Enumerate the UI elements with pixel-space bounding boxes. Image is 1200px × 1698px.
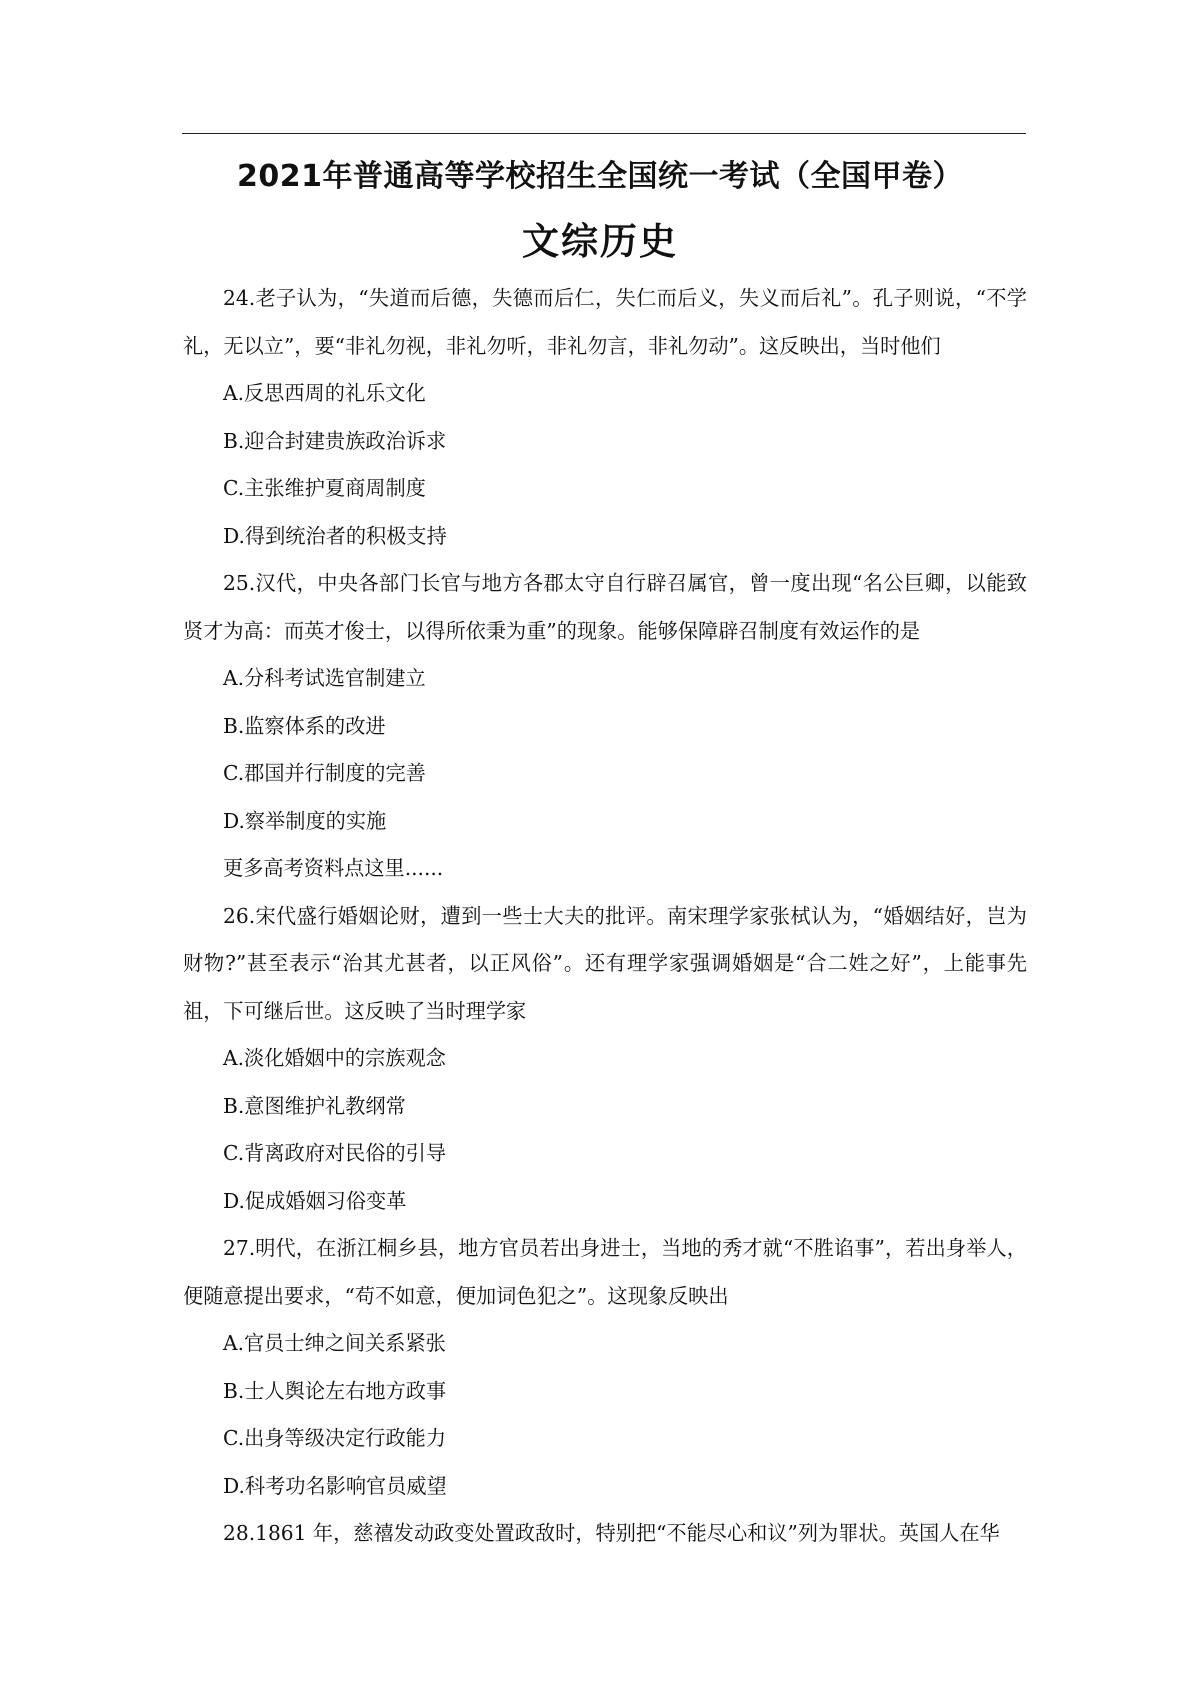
header-rule bbox=[182, 133, 1026, 134]
question-24-stem: 24.老子认为，“失道而后德，失德而后仁，失仁而后义，失义而后礼”。孔子则说，“不学礼，无以立”，要“非礼勿视，非礼勿听，非礼勿言，非礼勿动”。这反映出，当时他们 bbox=[183, 286, 1027, 358]
question-body bbox=[183, 275, 1027, 1558]
question-26-option-a: A.淡化婚姻中的宗族观念 bbox=[223, 1046, 446, 1070]
question-24-option-b: B.迎合封建贵族政治诉求 bbox=[223, 428, 447, 453]
question-25-option-d: D.察举制度的实施 bbox=[223, 808, 387, 833]
question-24-option-d: D.得到统治者的积极支持 bbox=[223, 523, 447, 548]
question-26-option-c: C.背离政府对民俗的引导 bbox=[223, 1141, 447, 1165]
question-27-option-b: B.士人舆论左右地方政事 bbox=[223, 1378, 447, 1403]
subject-title: 文综历史 bbox=[522, 219, 678, 263]
question-27-option-a: A.官员士绅之间关系紧张 bbox=[223, 1331, 446, 1355]
question-25-option-b: B.监察体系的改进 bbox=[223, 713, 386, 738]
question-27-option-d: D.科考功名影响官员威望 bbox=[223, 1473, 447, 1498]
question-25-stem: 25.汉代，中央各部门长官与地方各郡太守自行辟召属官，曾一度出现“名公巨卿，以能致贤才为高：而英才俊士，以得所依秉为重”的现象。能够保障辟召制度有效运作的是 bbox=[183, 571, 1027, 643]
question-25-option-a: A.分科考试选官制建立 bbox=[223, 666, 426, 690]
question-27-stem: 27.明代，在浙江桐乡县，地方官员若出身进士，当地的秀才就“不胜谄事”，若出身举人，便随意提出要求，“苟不如意，便加词色犯之”。这现象反映出 bbox=[183, 1236, 1027, 1308]
question-24-option-c: C.主张维护夏商周制度 bbox=[223, 476, 426, 500]
question-26-stem: 26.宋代盛行婚姻论财，遭到一些士大夫的批评。南宋理学家张栻认为，“婚姻结好，岂为财物?”甚至表示“治其尤甚者，以正风俗”。还有理学家强调婚姻是“合二姓之好”，上能事先祖，下可继后世。这反映了当时理学家 bbox=[183, 903, 1027, 1023]
question-26-option-b: B.意图维护礼教纲常 bbox=[223, 1093, 406, 1118]
question-26-option-d: D.促成婚姻习俗变革 bbox=[223, 1188, 407, 1213]
question-28-stem: 28.1861 年，慈禧发动政变处置政敌时，特别把“不能尽心和议”列为罪状。英国人在华 bbox=[223, 1521, 1000, 1545]
question-24-option-a: A.反思西周的礼乐文化 bbox=[223, 381, 426, 405]
question-27-option-c: C.出身等级决定行政能力 bbox=[223, 1426, 447, 1450]
more-materials-link[interactable]: 更多高考资料点这里...... bbox=[223, 856, 444, 880]
question-25-option-c: C.郡国并行制度的完善 bbox=[223, 761, 426, 785]
exam-title: 2021年普通高等学校招生全国统一考试（全国甲卷） bbox=[237, 159, 963, 194]
